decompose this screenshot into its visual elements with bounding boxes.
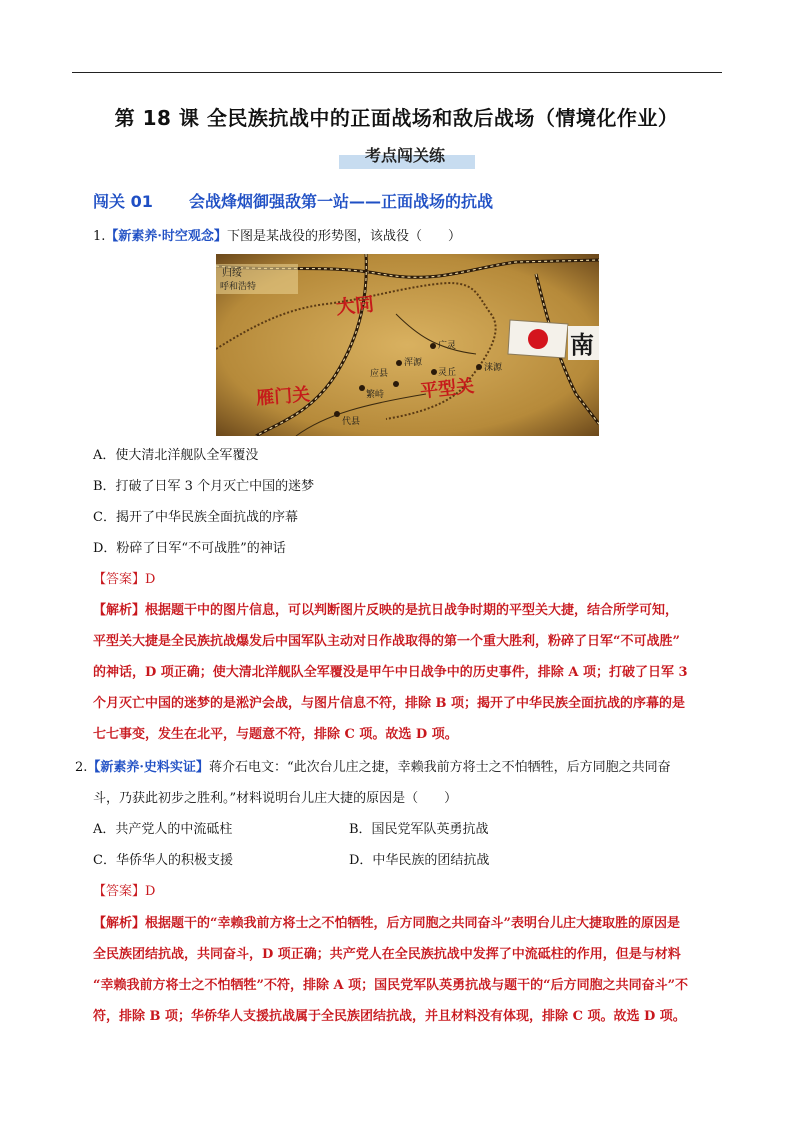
q2-analysis-text-1: 根据题干的“幸赖我前方将士之不怕牺牲，后方同胞之共同奋斗”表明台儿庄大捷取胜的原因是: [145, 916, 680, 931]
q1-stem-text: 下图是某战役的形势图，该战役（ ）: [226, 229, 461, 244]
q1-option-a: A．使大清北洋舰队全军覆没: [93, 448, 259, 463]
map-label-laiyuan: 涞源: [484, 363, 503, 373]
q1-analysis-line-3: 的神话，D 项正确；使大清北洋舰队全军覆没是甲午中日战争中的历史事件，排除 A 项；打破了日军 3: [93, 665, 688, 680]
q1-option-c: C．揭开了中华民族全面抗战的序幕: [93, 510, 298, 525]
town-marker: [396, 360, 402, 366]
header-rule: [72, 72, 722, 73]
q2-answer: [93, 883, 155, 901]
q2-analysis-line-2: 全民族团结抗战，共同奋斗，D 项正确；共产党人在全民族抗战中发挥了中流砥柱的作用，但是与材料: [93, 947, 681, 962]
q1-analysis-line-1: [93, 602, 678, 620]
q2-number: 2.: [75, 760, 88, 775]
map-label-lingqiu: 灵丘: [438, 368, 457, 378]
japan-flag-sun: [528, 329, 548, 349]
q1-answer-value: D: [145, 572, 156, 587]
q1-stem: [93, 228, 461, 246]
map-label-pingxingguan: 平型关: [419, 375, 476, 403]
battle-map-svg: [216, 254, 599, 436]
town-marker: [430, 343, 436, 349]
q1-analysis-line-2: 平型关大捷是全民族抗战爆发后中国军队主动对日作战取得的第一个重大胜利，粉碎了日军“不可战胜”: [93, 634, 680, 649]
section-heading: [93, 189, 493, 212]
page-title: 第 18 课 全民族抗战中的正面战场和敌后战场（情境化作业）: [114, 106, 679, 130]
q2-analysis-line-4: 符，排除 B 项；华侨华人支援抗战属于全民族团结抗战，并且材料没有体现，排除 C 项。故选 D 项。: [93, 1009, 686, 1024]
q2-tag: 【新素养·史料实证】: [87, 760, 209, 775]
q1-analysis-line-5: 七七事变，发生在北平，与题意不符，排除 C 项。故选 D 项。: [93, 727, 458, 742]
map-label-yanmenguan: 雁门关: [255, 384, 311, 410]
q1-analysis-text-1: 根据题干中的图片信息，可以判断图片反映的是抗日战争时期的平型关大捷，结合所学可知，: [145, 603, 679, 618]
map-label-datong: 大同: [334, 293, 376, 320]
battle-map-image: [216, 254, 599, 436]
q1-analysis-label: 【解析】: [93, 603, 146, 618]
map-label-guangling: 广灵: [438, 341, 457, 351]
q2-option-c: C．华侨华人的积极支援: [93, 853, 233, 868]
q2-option-d: D．中华民族的团结抗战: [349, 853, 490, 868]
town-marker: [393, 381, 399, 387]
map-label-huhehaote: 呼和浩特: [220, 282, 257, 292]
q1-option-d: D．粉碎了日军“不可战胜”的神话: [93, 541, 286, 556]
q1-tag: 【新素养·时空观念】: [105, 229, 227, 244]
q2-analysis-line-1: [93, 915, 680, 933]
map-label-hunyuan: 浑源: [404, 358, 423, 368]
q2-option-a: A．共产党人的中流砥柱: [93, 822, 233, 837]
subtitle-box: [335, 143, 475, 171]
q1-option-b: B．打破了日军 3 个月灭亡中国的迷梦: [93, 479, 315, 494]
section-title: 会战烽烟御强敌第一站——正面战场的抗战: [189, 192, 494, 211]
q1-analysis-line-4: 个月灭亡中国的迷梦的是淞沪会战，与图片信息不符，排除 B 项；揭开了中华民族全面抗战的序幕的是: [93, 696, 686, 711]
q2-stem-line-2: 斗，乃获此初步之胜利。”材料说明台儿庄大捷的原因是（ ）: [93, 791, 458, 806]
map-label-guisui: 归绥: [222, 268, 242, 279]
map-label-nan: 南: [570, 330, 594, 359]
subtitle: 考点闯关练: [364, 146, 445, 165]
town-marker: [476, 364, 482, 370]
town-marker: [431, 369, 437, 375]
q2-analysis-line-3: “幸赖我前方将士之不怕牺牲”不符，排除 A 项；国民党军队英勇抗战与题干的“后方同胞之共同奋斗”不: [93, 978, 689, 993]
q2-stem-line-1: [75, 759, 671, 777]
q2-option-b: B．国民党军队英勇抗战: [349, 822, 489, 837]
map-label-fanzhi: 繁峙: [366, 390, 385, 400]
q1-answer-label: 【答案】: [93, 572, 146, 587]
town-marker: [359, 385, 365, 391]
town-marker: [334, 411, 340, 417]
q2-answer-value: D: [145, 884, 156, 899]
map-label-yingxian: 应县: [370, 369, 389, 379]
q1-answer: [93, 571, 155, 589]
q2-answer-label: 【答案】: [93, 884, 146, 899]
q1-number: 1.: [93, 229, 106, 244]
map-label-daixian: 代县: [342, 417, 361, 427]
q2-analysis-label: 【解析】: [93, 916, 146, 931]
section-code: 闯关 01: [93, 192, 153, 211]
q2-stem-text-1: 蒋介石电文：“此次台儿庄之捷，幸赖我前方将士之不怕牺牲，后方同胞之共同奋: [208, 760, 671, 775]
